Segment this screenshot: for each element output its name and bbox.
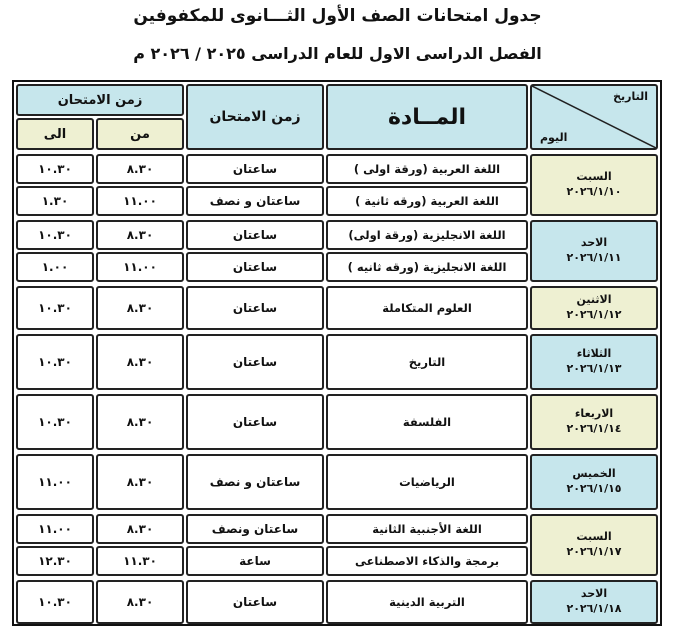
duration-cell-text: ساعتان ونصف [211, 522, 299, 536]
from-time-cell [96, 580, 184, 624]
day-date: ٢٠٢٦/١/١٣ [566, 362, 622, 375]
from-time-cell [96, 546, 184, 576]
subject-cell-text: العلوم المتكاملة [382, 301, 472, 315]
to-time-cell [16, 546, 94, 576]
day-cell [530, 220, 658, 282]
to-time-cell [16, 334, 94, 390]
header-duration-label: زمن الامتحان [209, 109, 301, 125]
to-time-cell-text: ١٠.٣٠ [38, 415, 72, 429]
header-date-label: التاريخ [613, 90, 648, 103]
subject-cell-text: اللغة الانجليزية (ورقة اولى) [348, 228, 506, 242]
header-from-label: من [130, 126, 150, 142]
from-time-cell [96, 286, 184, 330]
from-time-cell [96, 394, 184, 450]
to-time-cell-text: ١٠.٣٠ [38, 301, 72, 315]
header-time [16, 84, 184, 116]
day-date: ٢٠٢٦/١/١٢ [566, 308, 622, 321]
to-time-cell [16, 154, 94, 184]
day-cell [530, 334, 658, 390]
subject-cell-text: اللغة الأجنبية الثانية [372, 522, 482, 536]
duration-cell-text: ساعتان [232, 415, 278, 429]
from-time-cell-text: ١١.٠٠ [123, 194, 157, 208]
to-time-cell [16, 514, 94, 544]
duration-cell-text: ساعتان [232, 228, 278, 242]
subject-cell [326, 252, 528, 282]
header-time-label: زمن الامتحان [57, 92, 143, 108]
duration-cell [186, 514, 324, 544]
from-time-cell-text: ١١.٣٠ [123, 554, 157, 568]
from-time-cell-text: ٨.٣٠ [126, 301, 154, 315]
subject-cell [326, 186, 528, 216]
to-time-cell-text: ١٠.٣٠ [38, 162, 72, 176]
day-name: الاثنين [576, 293, 612, 307]
subject-cell-text: اللغة العربية (ورقه ثانية ) [355, 194, 499, 208]
from-time-cell [96, 252, 184, 282]
from-time-cell [96, 334, 184, 390]
day-name: الاحد [580, 587, 608, 601]
day-cell [530, 580, 658, 624]
subject-cell [326, 546, 528, 576]
duration-cell [186, 454, 324, 510]
subject-cell-text: التربية الدينية [389, 595, 465, 609]
subject-cell [326, 220, 528, 250]
to-time-cell [16, 286, 94, 330]
subject-cell [326, 154, 528, 184]
subject-cell-text: الفلسفة [402, 415, 452, 429]
duration-cell [186, 154, 324, 184]
header-duration [186, 84, 324, 150]
to-time-cell-text: ١١.٠٠ [38, 522, 72, 536]
from-time-cell-text: ١١.٠٠ [123, 260, 157, 274]
duration-cell [186, 546, 324, 576]
from-time-cell [96, 186, 184, 216]
subject-cell-text: برمجة والذكاء الاصطناعى [354, 554, 500, 568]
duration-cell-text: ساعتان [232, 355, 278, 369]
subject-cell [326, 580, 528, 624]
day-cell [530, 454, 658, 510]
from-time-cell-text: ٨.٣٠ [126, 595, 154, 609]
to-time-cell [16, 394, 94, 450]
day-cell [530, 286, 658, 330]
to-time-cell-text: ١٠.٣٠ [38, 595, 72, 609]
to-time-cell-text: ١١.٠٠ [38, 475, 72, 489]
from-time-cell-text: ٨.٣٠ [126, 162, 154, 176]
from-time-cell-text: ٨.٣٠ [126, 522, 154, 536]
header-to [16, 118, 94, 150]
from-time-cell-text: ٨.٣٠ [126, 228, 154, 242]
to-time-cell [16, 454, 94, 510]
duration-cell-text: ساعتان [232, 162, 278, 176]
from-time-cell-text: ٨.٣٠ [126, 355, 154, 369]
exam-schedule-table [12, 80, 662, 626]
to-time-cell-text: ١٢.٣٠ [38, 554, 72, 568]
from-time-cell-text: ٨.٣٠ [126, 415, 154, 429]
day-cell [530, 394, 658, 450]
subject-cell [326, 286, 528, 330]
header-subject-label: المــادة [387, 104, 467, 130]
day-cell [530, 154, 658, 216]
to-time-cell-text: ١.٣٠ [41, 194, 69, 208]
duration-cell [186, 286, 324, 330]
subject-cell [326, 454, 528, 510]
duration-cell [186, 186, 324, 216]
day-name: الثلاثاء [576, 347, 612, 361]
page-subtitle: الفصل الدراسى الاول للعام الدراسى ٢٠٢٥ / ٢٠٢٦ م [133, 44, 542, 63]
day-date: ٢٠٢٦/١/١٨ [566, 602, 622, 615]
day-name: الخميس [572, 467, 616, 481]
to-time-cell-text: ١.٠٠ [41, 260, 69, 274]
day-date: ٢٠٢٦/١/١٠ [566, 185, 622, 198]
duration-cell-text: ساعتان [232, 260, 278, 274]
to-time-cell [16, 252, 94, 282]
duration-cell [186, 580, 324, 624]
duration-cell [186, 334, 324, 390]
to-time-cell [16, 220, 94, 250]
from-time-cell-text: ٨.٣٠ [126, 475, 154, 489]
header-from [96, 118, 184, 150]
day-date: ٢٠٢٦/١/١١ [566, 251, 622, 264]
day-name: الاربعاء [574, 407, 614, 421]
subject-cell-text: اللغة العربية (ورقة اولى ) [353, 162, 501, 176]
duration-cell [186, 394, 324, 450]
duration-cell-text: ساعتان [232, 301, 278, 315]
day-name: السبت [576, 530, 612, 544]
day-cell [530, 514, 658, 576]
duration-cell [186, 252, 324, 282]
to-time-cell [16, 580, 94, 624]
from-time-cell [96, 220, 184, 250]
day-date: ٢٠٢٦/١/١٥ [566, 482, 622, 495]
from-time-cell [96, 454, 184, 510]
subject-cell-text: التاريخ [408, 355, 446, 369]
subject-cell-text: الرياضيات [399, 475, 455, 489]
subject-cell [326, 334, 528, 390]
duration-cell-text: ساعتان و نصف [209, 194, 301, 208]
subject-cell [326, 514, 528, 544]
day-name: السبت [576, 170, 612, 184]
duration-cell-text: ساعتان [232, 595, 278, 609]
from-time-cell [96, 514, 184, 544]
day-name: الاحد [580, 236, 608, 250]
header-day-label: اليوم [540, 131, 568, 144]
page-title: جدول امتحانات الصف الأول الثـــانوى للمكفوفين [133, 6, 542, 26]
header-subject [326, 84, 528, 150]
from-time-cell [96, 154, 184, 184]
duration-cell [186, 220, 324, 250]
day-date: ٢٠٢٦/١/١٧ [566, 545, 622, 558]
header-to-label: الى [43, 126, 67, 142]
to-time-cell [16, 186, 94, 216]
header-date-day [530, 84, 658, 150]
day-date: ٢٠٢٦/١/١٤ [566, 422, 622, 435]
duration-cell-text: ساعة [239, 554, 271, 568]
subject-cell-text: اللغة الانجليزية (ورقه ثانيه ) [347, 260, 507, 274]
to-time-cell-text: ١٠.٣٠ [38, 228, 72, 242]
subject-cell [326, 394, 528, 450]
duration-cell-text: ساعتان و نصف [209, 475, 301, 489]
to-time-cell-text: ١٠.٣٠ [38, 355, 72, 369]
